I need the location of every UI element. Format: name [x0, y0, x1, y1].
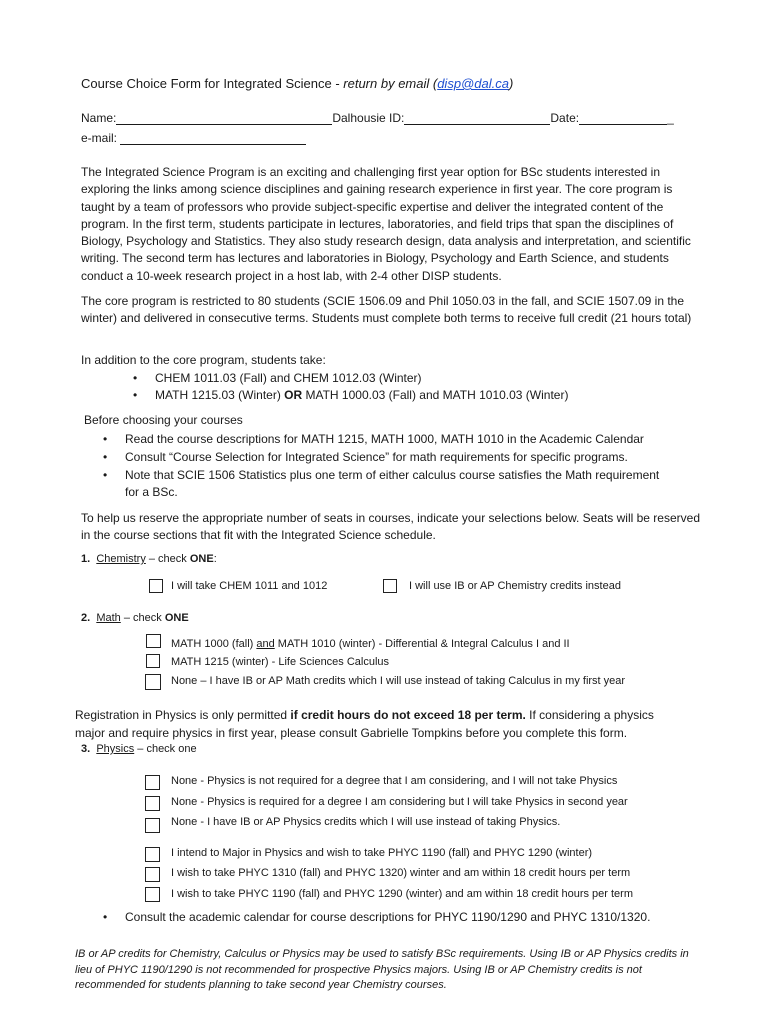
physics-option-1190-1290: I wish to take PHYC 1190 (fall) and PHYC 1290 (winter) and am within 18 credit hours per term: [171, 888, 633, 900]
math-option-1000-1010: [171, 638, 570, 650]
bullet-icon: •: [103, 910, 108, 924]
physics-option-second-year: None - Physics is required for a degree I am considering but I will take Physics in second year: [171, 796, 628, 808]
math-option-1215: MATH 1215 (winter) - Life Sciences Calculus: [171, 656, 390, 668]
addition-heading: In addition to the core program, students take:: [81, 353, 326, 367]
physics-note-text-b: If considering a physics: [525, 708, 654, 722]
chemistry-number: 1.: [81, 553, 91, 565]
before-item-3-cont: for a BSc.: [125, 485, 178, 499]
math-option-1010-text: MATH 1010 (winter) - Differential & Integral Calculus I and II: [274, 638, 570, 650]
math-label: Math: [96, 612, 121, 624]
physics-option-1310-1320: I wish to take PHYC 1310 (fall) and PHYC 1320) winter and am within 18 credit hours per term: [171, 867, 631, 879]
footer-note: IB or AP credits for Chemistry, Calculus or Physics may be used to satisfy BSc requirements. Using IB or AP Physics credits in lieu of PHYC 1190/1290 is not recommended for prospective Physics majors. Using IB or AP Chemistry credits is not recommended for students planning to take second year Chemistry courses.: [75, 948, 689, 991]
date-input-line[interactable]: [579, 111, 667, 125]
physics-label: Physics: [96, 743, 135, 755]
physics-number: 3.: [81, 743, 91, 755]
math-heading: [81, 612, 189, 624]
physics-note-line2: major and require physics in first year, please consult Gabrielle Tompkins before you complete this form.: [75, 726, 628, 740]
date-trail: _: [667, 111, 674, 125]
dalhousie-id-input-line[interactable]: [404, 111, 550, 125]
physics-checkbox-not-required[interactable]: [145, 775, 160, 790]
physics-instruction: – check one: [134, 743, 197, 755]
dalhousie-id-label: Dalhousie ID:: [332, 111, 405, 125]
math-checkbox-1215[interactable]: [146, 654, 160, 668]
math-option-1000-text: MATH 1000 (fall): [171, 638, 257, 650]
program-description: The Integrated Science Program is an exciting and challenging first year option for BSc students interested in exploring the links among science disciplines and gaining research experience in first year. The core program is taught by a team of professors who provide subject-specific expertise and deliver the integrated content of the program. In the first term, students participate in lectures, laboratories, and field trips that span the disciplines of Biology, Psychology and Statistics. They also study research design, data analysis and interpretation, and scientific writing. The second term has lectures and laboratories in Biology, Psychology and Earth Science, and students conduct a 10-week research project in a host lab, with 2-4 other DISP students.: [81, 165, 691, 283]
physics-checkbox-1190-1290[interactable]: [145, 887, 160, 902]
physics-heading: [81, 743, 197, 755]
form-title-text: Course Choice Form for Integrated Science -: [81, 76, 344, 91]
before-heading: Before choosing your courses: [84, 413, 243, 427]
math-instruction: – check: [120, 612, 165, 624]
addition-item-math-b: MATH 1000.03 (Fall) and MATH 1010.03 (Winter): [302, 388, 569, 402]
math-number: 2.: [81, 612, 91, 624]
bullet-icon: •: [133, 388, 138, 402]
chemistry-instruction-bold: ONE: [189, 553, 214, 565]
list-item: [133, 371, 422, 385]
email-field-row: [81, 131, 306, 145]
physics-checkbox-major[interactable]: [145, 847, 160, 862]
chemistry-heading: [81, 553, 217, 565]
physics-consult-note: Consult the academic calendar for course descriptions for PHYC 1190/1290 and PHYC 1310/1320.: [125, 910, 651, 924]
bullet-icon: •: [133, 371, 138, 385]
physics-option-major: I intend to Major in Physics and wish to take PHYC 1190 (fall) and PHYC 1290 (winter): [171, 847, 593, 859]
addition-item-math-a: MATH 1215.03 (Winter): [155, 388, 285, 402]
core-program-note: The core program is restricted to 80 students (SCIE 1506.09 and Phil 1050.03 in the fall, and SCIE 1507.09 in the winter) and delivered in consecutive terms. Students must complete both terms to receive full credit (21 hours total): [81, 294, 692, 326]
math-checkbox-1000-1010[interactable]: [146, 634, 161, 648]
name-label: Name:: [81, 111, 117, 125]
physics-note-text-a: Registration in Physics is only permitted: [75, 708, 291, 722]
chemistry-option-chem: I will take CHEM 1011 and 1012: [171, 580, 328, 592]
bullet-icon: •: [103, 468, 108, 482]
date-label: Date:: [550, 111, 580, 125]
name-field-row: [81, 111, 674, 125]
addition-item-or: OR: [284, 388, 303, 402]
list-item: [133, 388, 568, 402]
list-item: [103, 450, 628, 464]
email-input-line[interactable]: [120, 131, 306, 145]
email-label: e-mail:: [81, 131, 118, 145]
form-title: [81, 76, 513, 91]
bullet-icon: •: [103, 432, 108, 446]
title-close-paren: ): [508, 76, 514, 91]
before-item-2: Consult “Course Selection for Integrated Science” for math requirements for specific programs.: [125, 450, 628, 464]
physics-checkbox-ib-ap[interactable]: [145, 818, 160, 833]
chemistry-label: Chemistry: [96, 553, 146, 565]
email-link[interactable]: disp@dal.ca: [437, 76, 509, 91]
physics-checkbox-1310-1320[interactable]: [145, 867, 160, 882]
physics-note-line1: [75, 708, 654, 722]
math-option-and: and: [256, 638, 275, 650]
addition-item-chem: CHEM 1011.03 (Fall) and CHEM 1012.03 (Winter): [155, 371, 422, 385]
chemistry-instruction: – check: [145, 553, 190, 565]
math-option-none: None – I have IB or AP Math credits which I will use instead of taking Calculus in my first year: [171, 675, 626, 687]
before-item-1: Read the course descriptions for MATH 1215, MATH 1000, MATH 1010 in the Academic Calendar: [125, 432, 644, 446]
chemistry-checkbox-ib[interactable]: [383, 579, 397, 593]
physics-option-not-required: None - Physics is not required for a degree that I am considering, and I will not take Physics: [171, 775, 618, 787]
list-item: [103, 910, 650, 924]
chemistry-instruction-colon: :: [213, 553, 217, 565]
chemistry-checkbox-chem[interactable]: [149, 579, 163, 593]
chemistry-option-ib: I will use IB or AP Chemistry credits instead: [409, 580, 621, 592]
math-checkbox-none[interactable]: [145, 674, 161, 690]
before-item-3: Note that SCIE 1506 Statistics plus one term of either calculus course satisfies the Math requirement: [125, 468, 660, 482]
return-instruction: return by email (: [343, 76, 438, 91]
bullet-icon: •: [103, 450, 108, 464]
physics-note-bold: if credit hours do not exceed 18 per term.: [290, 708, 526, 722]
reserve-note: To help us reserve the appropriate number of seats in courses, indicate your selections below. Seats will be reserved in the course sections that fit with the Integrated Science schedule.: [81, 511, 700, 543]
physics-checkbox-second-year[interactable]: [145, 796, 160, 811]
math-instruction-bold: ONE: [164, 612, 189, 624]
list-item: [103, 432, 644, 446]
list-item: [103, 468, 659, 482]
name-input-line[interactable]: [116, 111, 332, 125]
physics-option-ib-ap: None - I have IB or AP Physics credits which I will use instead of taking Physics.: [171, 816, 561, 828]
